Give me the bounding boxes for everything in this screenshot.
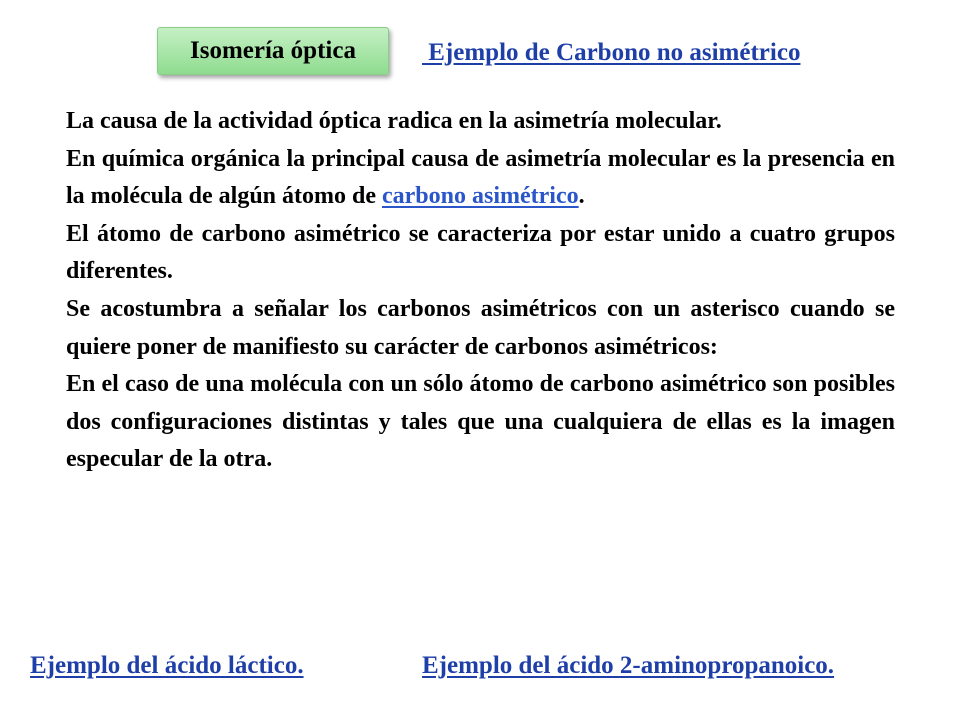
paragraph-quimica-end: . bbox=[578, 183, 585, 210]
paragraph-quimica-organica bbox=[66, 141, 895, 216]
link-carbono-no-asimetrico[interactable]: Ejemplo de Carbono no asimétrico bbox=[422, 39, 801, 66]
slide-title: Isomería óptica bbox=[190, 37, 356, 64]
paragraph-configuraciones: En el caso de una molécula con un sólo átomo de carbono asimétrico son posibles dos configuraciones distintas y tales que una cualquiera de ellas es la imagen especular de la otra. bbox=[66, 371, 895, 473]
paragraph-atomo-carbono: El átomo de carbono asimétrico se caracteriza por estar unido a cuatro grupos diferentes. bbox=[66, 220, 895, 285]
link-acido-aminopropanoico[interactable]: Ejemplo del ácido 2-aminopropanoico. bbox=[422, 652, 835, 679]
paragraph-quimica-text: En química orgánica la principal causa de asimetría molecular es la presencia en la molécula de algún átomo de bbox=[66, 145, 895, 210]
body-text bbox=[66, 103, 895, 479]
link-carbono-asimetrico[interactable]: carbono asimétrico bbox=[382, 183, 579, 210]
slide-title-box bbox=[157, 27, 389, 75]
paragraph-causa: La causa de la actividad óptica radica en la asimetría molecular. bbox=[66, 108, 722, 134]
link-acido-lactico[interactable]: Ejemplo del ácido láctico. bbox=[30, 652, 304, 679]
paragraph-asterisco: Se acostumbra a señalar los carbonos asimétricos con un asterisco cuando se quiere poner de manifiesto su carácter de carbonos asimétricos: bbox=[66, 295, 895, 360]
